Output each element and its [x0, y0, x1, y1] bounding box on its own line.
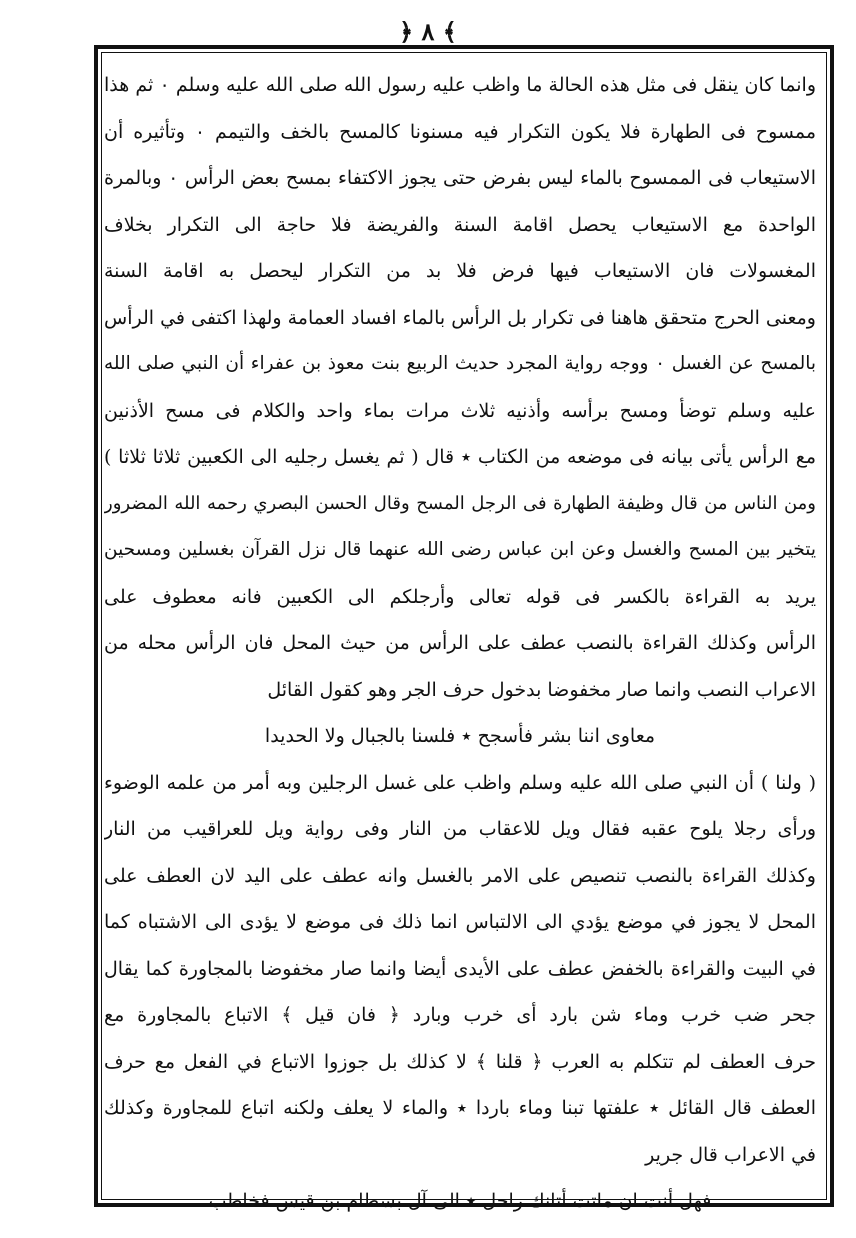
body-text — [104, 62, 816, 1225]
poetry-verse: معاوى اننا بشر فأسجح ٭ فلسنا بالجبال ولا الحديدا — [264, 725, 656, 747]
text-line: الواحدة مع الاستيعاب يحصل اقامة السنة والفريضة فلا حاجة الى التكرار بخلاف — [104, 213, 816, 236]
text-line: في الاعراب قال جرير — [645, 1143, 816, 1166]
text-line: في البيت والقراءة بالخفض عطف على الأيدى أيضا وانما صار مخفوضا بالمجاورة كما يقال — [104, 957, 816, 980]
text-line: الاعراب النصب وانما صار مخفوضا بدخول حرف الجر وهو كقول القائل — [267, 678, 816, 701]
text-line: العطف قال القائل ٭ علفتها تبنا وماء باردا ٭ والماء لا يعلف ولكنه اتباع للمجاورة وكذلك — [104, 1097, 816, 1119]
text-line: مع الرأس يأتى بيانه فى موضعه من الكتاب ٭ قال ( ثم يغسل رجليه الى الكعبين ثلاثا ثلاثا ) — [104, 446, 816, 468]
text-line: يتخير بين المسح والغسل وعن ابن عباس رضى الله عنهما قال نزل القرآن بغسلين ومسحين — [104, 539, 816, 560]
text-line: ورأى رجلا يلوح عقبه فقال ويل للاعقاب من النار وفى رواية ويل للعراقيب من النار — [104, 818, 816, 840]
text-line: ومعنى الحرج متحقق هاهنا فى تكرار بل الرأس بالماء افساد العمامة ولهذا اكتفى في الرأس — [104, 306, 816, 329]
text-line: بالمسح عن الغسل ٠ ووجه رواية المجرد حديث الربيع بنت معوذ بن عفراء أن النبي صلى الله — [104, 353, 816, 374]
text-line: ممسوح فى الطهارة فلا يكون التكرار فيه مسنونا كالمسح بالخف والتيمم ٠ وتأثيره أن — [104, 120, 816, 143]
text-line: المحل لا يجوز في موضع يؤدي الى الالتباس انما ذلك فى موضع لا يؤدى الى الاشتباه كما — [104, 911, 816, 933]
text-line: الاستيعاب فى الممسوح بالماء ليس بفرض حتى يجوز الاكتفاء بمسح بعض الرأس ٠ وبالمرة — [104, 167, 816, 189]
text-line: المغسولات فان الاستيعاب فيها فرض فلا بد من التكرار ليحصل به اقامة السنة — [104, 260, 816, 282]
text-line: الرأس وكذلك القراءة بالنصب عطف على الرأس من حيث المحل فان الرأس محله من — [104, 632, 816, 654]
text-line: عليه وسلم توضأ ومسح برأسه وأذنيه ثلاث مرات بماء واحد والكلام فى مسح الأذنين — [104, 399, 816, 422]
page-number: ﴿ ٨ ﴾ — [399, 17, 457, 46]
poetry-verse: فهل أنت ان ماتت أتانك راحل ٭ الى آل بسطام بن قيس فخاطب — [208, 1190, 712, 1212]
text-line: وكذلك القراءة بالنصب تنصيص على الامر بالغسل وانه عطف على اليد لان العطف على — [104, 864, 816, 887]
text-line: ( ولنا ) أن النبي صلى الله عليه وسلم واظب على غسل الرجلين وبه أمر من علمه الوضوء — [104, 771, 816, 794]
text-line: حرف العطف لم تتكلم به العرب ﴿ قلنا ﴾ لا كذلك بل جوزوا الاتباع في الفعل مع حرف — [104, 1050, 816, 1073]
text-line: جحر ضب خرب وماء شن بارد أى خرب وبارد ﴿ فان قيل ﴾ الاتباع بالمجاورة مع — [104, 1004, 816, 1026]
text-line: وانما كان ينقل فى مثل هذه الحالة ما واظب عليه رسول الله صلى الله عليه وسلم ٠ ثم هذا — [104, 74, 816, 96]
text-line: يريد به القراءة بالكسر فى قوله تعالى وأرجلكم الى الكعبين فانه معطوف على — [104, 585, 816, 608]
text-line: ومن الناس من قال وظيفة الطهارة فى الرجل المسح وقال الحسن البصري رحمه الله المضرور — [104, 492, 816, 514]
